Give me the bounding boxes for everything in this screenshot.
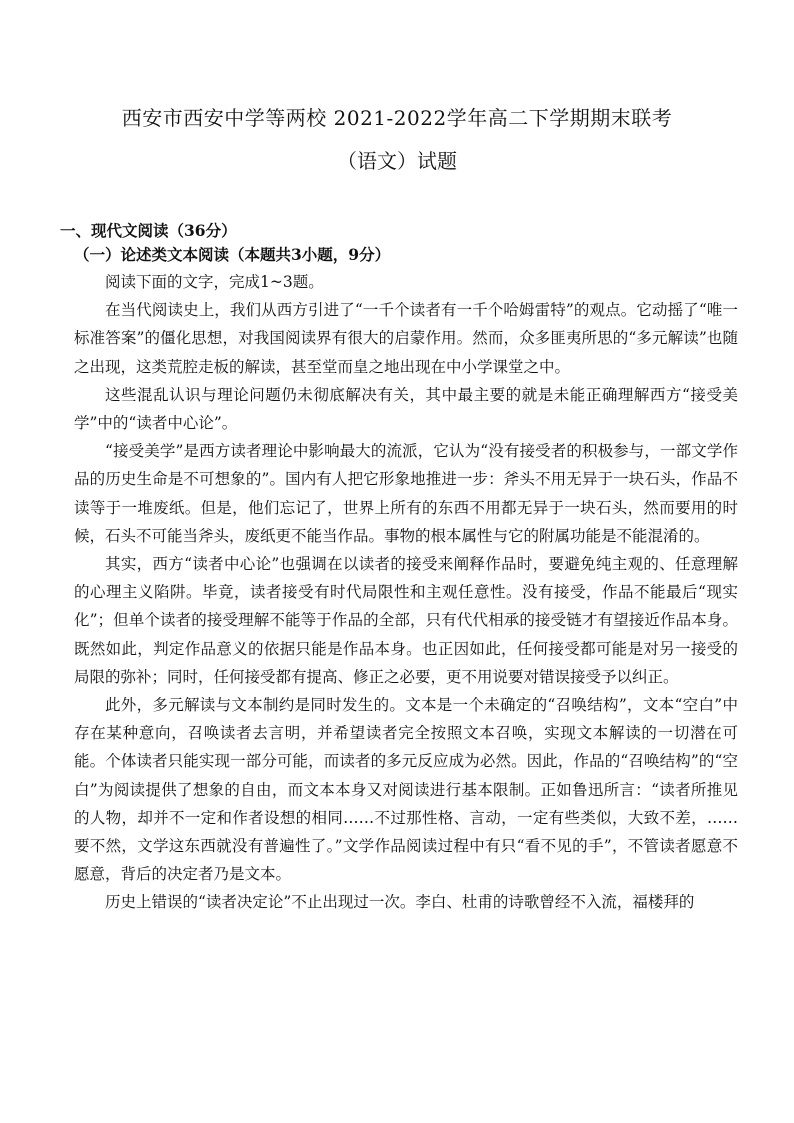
document-subtitle: （语文）试题 [337,149,457,173]
paragraph: 这些混乱认识与理论问题仍未彻底解决有关，其中最主要的就是未能正确理解西方“接受美学”中的“读者中心论”。 [74,385,738,433]
document-title: 西安市西安中学等两校 2021-2022学年高二下学期期末联考 [121,106,673,130]
subsection-heading: （一）论述类文本阅读（本题共3小题，9分） [74,245,391,264]
paragraph: 在当代阅读史上，我们从西方引进了“一千个读者有一千个哈姆雷特”的观点。它动摇了“唯一标准答案”的僵化思想，对我国阅读界有很大的启蒙作用。然而，众多匪夷所思的“多元解读”也随之出现，这类荒腔走板的解读，甚至堂而皇之地出现在中小学课堂之中。 [74,301,738,376]
paragraph: 此外，多元解读与文本制约是同时发生的。文本是一个未确定的“召唤结构”，文本“空白”中存在某种意向，召唤读者去言明，并希望读者完全按照文本召唤，实现文本解读的一切潜在可能。个体读者只能实现一部分可能，而读者的多元反应成为必然。因此，作品的“召唤结构”的“空白”为阅读提供了想象的自由，而文本本身又对阅读进行基本限制。正如鲁迅所言：“读者所推见的人物，却并不一定和作者设想的相同……不过那性格、言动，一定有些类似，大致不差，……要不然，文学这东西就没有普遍性了。”文学作品阅读过程中有只“看不见的手”，不管读者愿意不愿意，背后的决定者乃是文本。 [74,696,738,884]
paragraph: 其实，西方“读者中心论”也强调在以读者的接受来阐释作品时，要避免纯主观的、任意理解的心理主义陷阱。毕竟，读者接受有时代局限性和主观任意性。没有接受，作品不能最后“现实化”；但单个读者的接受理解不能等于作品的全部，只有代代相承的接受链才有望接近作品本身。既然如此，判定作品意义的依据只能是作品本身。也正因如此，任何接受都可能是对另一接受的局限的弥补；同时，任何接受都有提高、修正之必要，更不用说要对错误接受予以纠正。 [74,555,738,686]
paragraph: “接受美学”是西方读者理论中影响最大的流派，它认为“没有接受者的积极参与，一部文学作品的历史生命是不可想象的”。国内有人把它形象地推进一步：斧头不用无异于一块石头，作品不读等于一堆废纸。但是，他们忘记了，世界上所有的东西不用都无异于一块石头，然而要用的时候，石头不可能当斧头，废纸更不能当作品。事物的根本属性与它的附属功能是不能混淆的。 [74,442,738,545]
section-heading: 一、现代文阅读（36分） [60,221,237,240]
paragraph: 历史上错误的“读者决定论”不止出现过一次。李白、杜甫的诗歌曾经不入流，福楼拜的 [105,893,695,912]
article-body [74,268,738,917]
paragraph-instruction: 阅读下面的文字，完成1~3题。 [105,273,324,291]
